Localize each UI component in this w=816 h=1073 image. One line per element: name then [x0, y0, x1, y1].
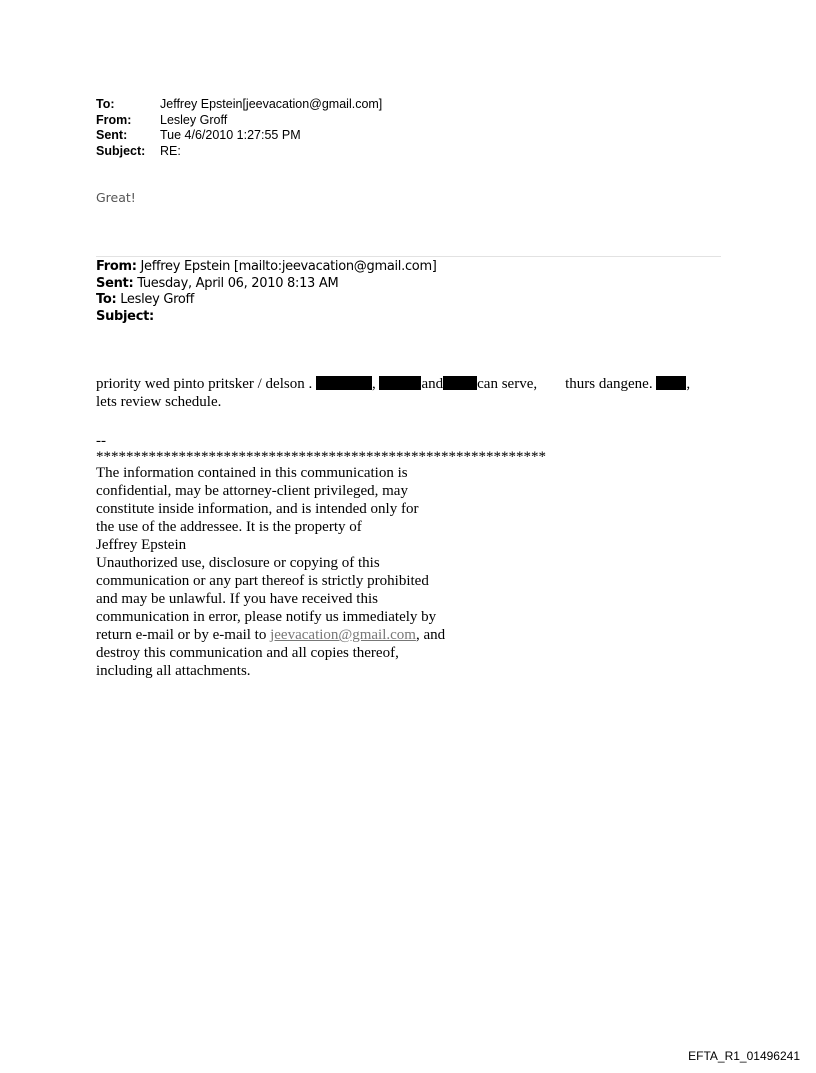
disclaimer — [96, 464, 476, 680]
sent-row — [96, 128, 382, 144]
redaction-box — [656, 376, 686, 390]
disclaimer-line: The information contained in this communication is — [96, 465, 408, 481]
sent-label: Sent: — [96, 128, 128, 142]
orig-subject-label: Subject: — [96, 308, 154, 324]
disclaimer-line: destroy this communication and all copies thereof, — [96, 645, 399, 661]
disclaimer-line: Jeffrey Epstein — [96, 537, 187, 553]
disclaimer-line: constitute inside information, and is intended only for — [96, 501, 419, 517]
subject-value: RE: — [160, 143, 181, 158]
reply-text: Great! — [96, 190, 136, 205]
orig-to-label: To: — [96, 292, 117, 307]
orig-to-row — [96, 292, 437, 309]
disclaimer-line — [96, 626, 476, 644]
disclaimer-line: communication in error, please notify us immediately by — [96, 609, 437, 625]
divider — [96, 256, 721, 257]
redaction-box — [316, 376, 372, 390]
body-part-6: , — [686, 376, 691, 392]
orig-from-label: From: — [96, 259, 137, 274]
signature-block — [96, 432, 546, 680]
body-part-4: can serve, — [477, 376, 538, 392]
orig-sent-row — [96, 276, 437, 293]
subject-row — [96, 144, 382, 160]
body-part-2: , — [371, 376, 380, 392]
orig-to-value: Lesley Groff — [120, 292, 195, 307]
return-suffix: , and — [415, 627, 446, 643]
body-part-3: and — [421, 376, 444, 392]
subject-label: Subject: — [96, 143, 146, 158]
return-prefix: return e-mail or by e-mail to — [96, 627, 271, 643]
redaction-box — [379, 376, 421, 390]
orig-subject-row — [96, 309, 437, 326]
from-row — [96, 113, 382, 129]
message-body — [96, 375, 726, 411]
original-message-header — [96, 259, 437, 325]
body-line-2: lets review schedule. — [96, 394, 222, 410]
sent-value: Tue 4/6/2010 1:27:55 PM — [160, 128, 301, 142]
signature-dashes: -- — [96, 433, 106, 449]
orig-from-value: Jeffrey Epstein [mailto:jeevacation@gmail.com] — [140, 259, 437, 274]
disclaimer-line: and may be unlawful. If you have received this — [96, 591, 378, 607]
disclaimer-line: the use of the addressee. It is the property of — [96, 519, 362, 535]
redaction-box — [443, 376, 477, 390]
disclaimer-line: confidential, may be attorney-client privileged, may — [96, 483, 408, 499]
orig-sent-label: Sent: — [96, 275, 134, 291]
to-label: To: — [96, 97, 115, 111]
document-id: EFTA_R1_01496241 — [688, 1049, 800, 1063]
body-line-1 — [96, 375, 726, 393]
disclaimer-line: Unauthorized use, disclosure or copying of this — [96, 555, 380, 571]
signature-stars: ************************************************************ — [96, 449, 546, 465]
disclaimer-line: communication or any part thereof is strictly prohibited — [96, 573, 429, 589]
email-link[interactable]: jeevacation@gmail.com — [270, 627, 416, 643]
orig-from-row — [96, 259, 437, 276]
body-part-5: thurs dangene. — [565, 376, 657, 392]
email-header — [96, 97, 382, 159]
to-value: Jeffrey Epstein[jeevacation@gmail.com] — [160, 97, 383, 111]
from-label: From: — [96, 112, 132, 127]
disclaimer-line: including all attachments. — [96, 663, 251, 679]
orig-sent-value: Tuesday, April 06, 2010 8:13 AM — [137, 275, 339, 291]
to-row — [96, 97, 382, 113]
from-value: Lesley Groff — [160, 112, 228, 127]
body-part-1: priority wed pinto pritsker / delson . — [96, 376, 316, 392]
